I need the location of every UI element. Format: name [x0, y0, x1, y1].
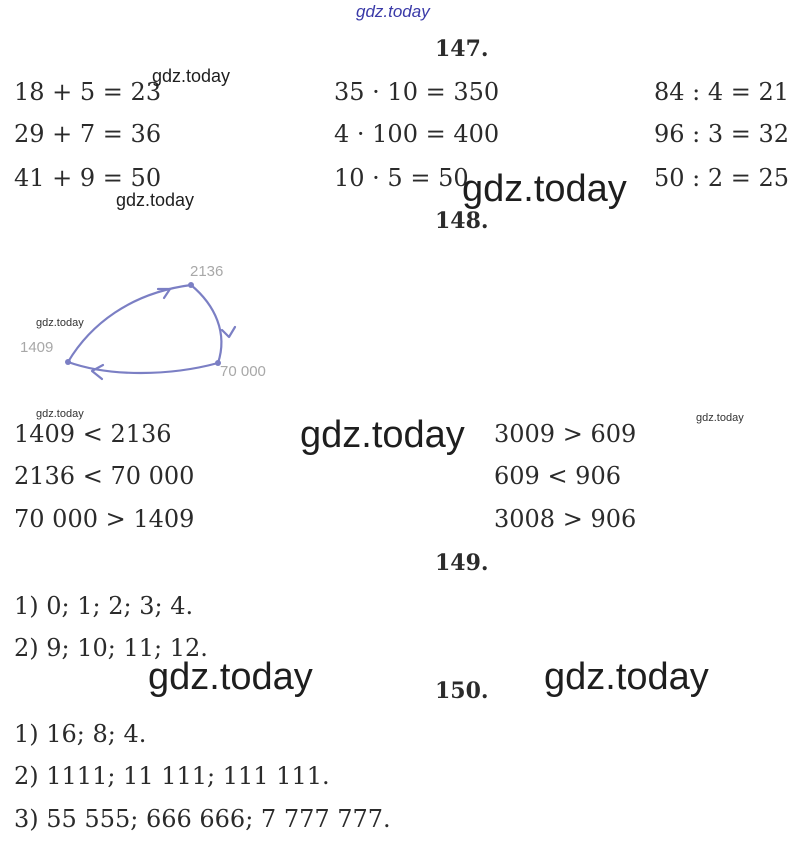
answer-line: 2) 1111; 11 111; 111 111. — [14, 762, 330, 790]
node-2136 — [188, 282, 194, 288]
equation: 96 : 3 = 32 — [654, 120, 790, 148]
diagram-label-2136: 2136 — [190, 263, 224, 280]
equation: 18 + 5 = 23 — [14, 78, 162, 106]
watermark: gdz.today — [116, 190, 195, 210]
watermark: gdz.today — [696, 412, 744, 424]
inequality: 3008 > 906 — [494, 505, 637, 533]
arrowhead-icon — [92, 365, 103, 379]
equation: 50 : 2 = 25 — [654, 164, 790, 192]
answer-line: 1) 0; 1; 2; 3; 4. — [14, 592, 194, 620]
arrow-70000-to-1409 — [68, 362, 218, 373]
problem-149-number: 149. — [435, 550, 489, 576]
inequality: 3009 > 609 — [494, 420, 637, 448]
watermark: gdz.today — [462, 168, 627, 210]
problem-148-number: 148. — [435, 208, 489, 234]
answer-line: 3) 55 555; 666 666; 7 777 777. — [14, 805, 391, 833]
watermark-top: gdz.today — [356, 2, 430, 21]
equation: 41 + 9 = 50 — [14, 164, 162, 192]
inequality: 1409 < 2136 — [14, 420, 172, 448]
diagram-label-70000: 70 000 — [220, 363, 266, 380]
watermark: gdz.today — [300, 414, 465, 456]
problem-147-number: 147. — [435, 36, 489, 62]
inequality: 70 000 > 1409 — [14, 505, 195, 533]
equation: 29 + 7 = 36 — [14, 120, 162, 148]
watermark: gdz.today — [152, 66, 231, 86]
arrow-2136-to-70000 — [191, 285, 221, 363]
node-1409 — [65, 359, 71, 365]
answer-line: 2) 9; 10; 11; 12. — [14, 634, 208, 662]
problem-150-number: 150. — [435, 678, 489, 704]
answer-line: 1) 16; 8; 4. — [14, 720, 147, 748]
equation: 10 · 5 = 50 — [334, 164, 469, 192]
diagram-label-1409: 1409 — [20, 339, 54, 356]
arrowhead-icon — [222, 327, 235, 337]
equation: 4 · 100 = 400 — [334, 120, 500, 148]
inequality: 609 < 906 — [494, 462, 621, 490]
watermark: gdz.today — [36, 408, 84, 420]
equation: 84 : 4 = 21 — [654, 78, 790, 106]
arrow-1409-to-2136 — [68, 285, 191, 362]
inequality: 2136 < 70 000 — [14, 462, 195, 490]
watermark: gdz.today — [148, 656, 313, 698]
watermark: gdz.today — [36, 317, 84, 329]
watermark: gdz.today — [544, 656, 709, 698]
equation: 35 · 10 = 350 — [334, 78, 500, 106]
